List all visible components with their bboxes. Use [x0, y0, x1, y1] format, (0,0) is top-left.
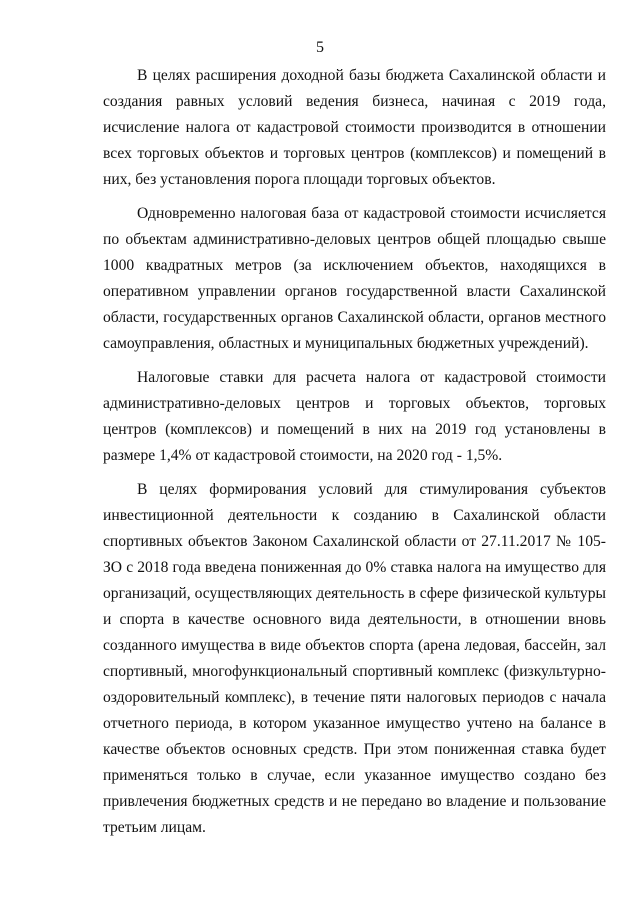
document-body — [103, 63, 606, 841]
paragraph-sports-objects-rate: В целях формирования условий для стимулирования субъектов инвестиционной деятельности к созданию в Сахалинской области спортивных объектов Законом Сахалинской области от 27.11.2017 № 105-ЗО с 2018 года введена пониженная до 0% ставка налога на имущество для организаций, осуществляющих деятельность в сфере физической культуры и спорта в качестве основного вида деятельности, в отношении вновь созданного имущества в виде объектов спорта (арена ледовая, бассейн, зал спортивный, многофункциональный спортивный комплекс (физкультурно-оздоровительный комплекс), в течение пяти налоговых периодов с начала отчетного периода, в котором указанное имущество учтено на балансе в качестве объектов основных средств. При этом пониженная ставка будет применяться только в случае, если указанное имущество создано без привлечения бюджетных средств и не передано во владение и пользование третьим лицам. — [103, 481, 606, 836]
paragraph-tax-base-business-centers: Одновременно налоговая база от кадастровой стоимости исчисляется по объектам административно-деловых центров общей площадью свыше 1000 квадратных метров (за исключением объектов, находящихся в оперативном управлении органов государственной власти Сахалинской области, государственных органов Сахалинской области, органов местного самоуправления, областных и муниципальных бюджетных учреждений). — [103, 205, 606, 352]
page-number: 5 — [316, 39, 324, 56]
paragraph-tax-rates: Налоговые ставки для расчета налога от кадастровой стоимости административно-деловых центров и торговых объектов, торговых центров (комплексов) и помещений в них на 2019 год установлены в размере 1,4% от кадастровой стоимости, на 2020 год - 1,5%. — [103, 369, 606, 464]
paragraph-tax-base-retail: В целях расширения доходной базы бюджета Сахалинской области и создания равных условий ведения бизнеса, начиная с 2019 года, исчисление налога от кадастровой стоимости производится в отношении всех торговых объектов и торговых центров (комплексов) и помещений в них, без установления порога площади торговых объектов. — [103, 67, 606, 188]
